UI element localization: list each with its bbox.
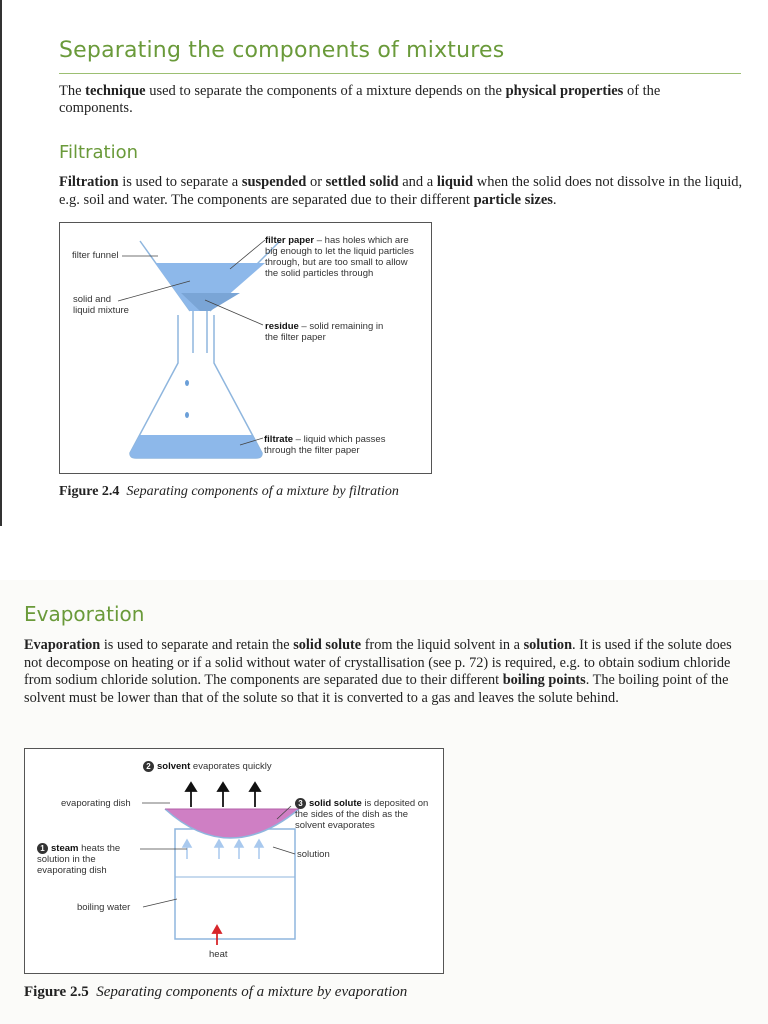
- drop-icon: [185, 412, 189, 418]
- label-filtrate: filtrate – liquid which passes through the filter paper: [264, 434, 386, 456]
- drop-icon: [185, 380, 189, 386]
- label-step3: 3 solid solute is deposited on the sides of the dish as the solvent evaporates: [295, 798, 429, 831]
- label-heat: heat: [209, 949, 228, 960]
- label-residue: residue – solid remaining in the filter paper: [265, 321, 384, 343]
- label-boiling-water: boiling water: [77, 902, 131, 913]
- filtration-heading: Filtration: [59, 142, 139, 163]
- solution-pink: [165, 809, 299, 838]
- title-divider: [59, 73, 741, 74]
- figure-2-5-caption: Figure 2.5 Separating components of a mixture by evaporation: [24, 984, 408, 1000]
- filtration-paragraph: Filtration is used to separate a suspended or settled solid and a liquid when the solid does not dissolve in the liquid, e.g. soil and water. The components are separated due to their different particle sizes.: [59, 174, 743, 208]
- filtration-figure: [59, 222, 432, 474]
- label-evaporating-dish: evaporating dish: [61, 798, 131, 809]
- intro-paragraph: The technique used to separate the components of a mixture depends on the physical properties of the components.: [59, 83, 661, 116]
- vapour-arrows-icon: [186, 783, 260, 807]
- evaporation-heading: Evaporation: [24, 602, 145, 626]
- filtrate-liquid: [130, 435, 262, 458]
- label-step1: 1 steam heats the solution in the evaporating dish: [37, 843, 121, 876]
- steam-arrows-icon: [183, 840, 263, 859]
- page-title: Separating the components of mixtures: [59, 38, 505, 63]
- figure-2-4-caption: Figure 2.4 Separating components of a mixture by filtration: [59, 484, 399, 499]
- label-solid-liquid-mixture: solid and liquid mixture: [73, 294, 129, 316]
- filter-funnel-icon: [140, 241, 280, 353]
- label-filter-funnel: filter funnel: [72, 250, 119, 261]
- evaporation-figure: [24, 748, 444, 974]
- label-filter-paper: filter paper – has holes which are big enough to let the liquid particles through, but are too small to allow the solid particles through: [265, 235, 414, 279]
- label-step2: 2 solvent evaporates quickly: [143, 761, 272, 772]
- conical-flask-icon: [130, 315, 262, 458]
- label-solution: solution: [297, 849, 330, 860]
- evaporation-paragraph: Evaporation is used to separate and retain the solid solute from the liquid solvent in a solution. It is used if the solute does not decompose on heating or if a solid without water of crystallisation (see p. 72) is required, e.g. to obtain sodium chloride from sodium chloride solution. The components are separated due to their different boiling points. The boiling point of the solvent must be lower than that of the solute so that it is converted to a gas and leaves the solute behind.: [24, 637, 732, 706]
- page-bottom: [0, 580, 768, 1024]
- evaporating-dish-icon: [165, 809, 299, 838]
